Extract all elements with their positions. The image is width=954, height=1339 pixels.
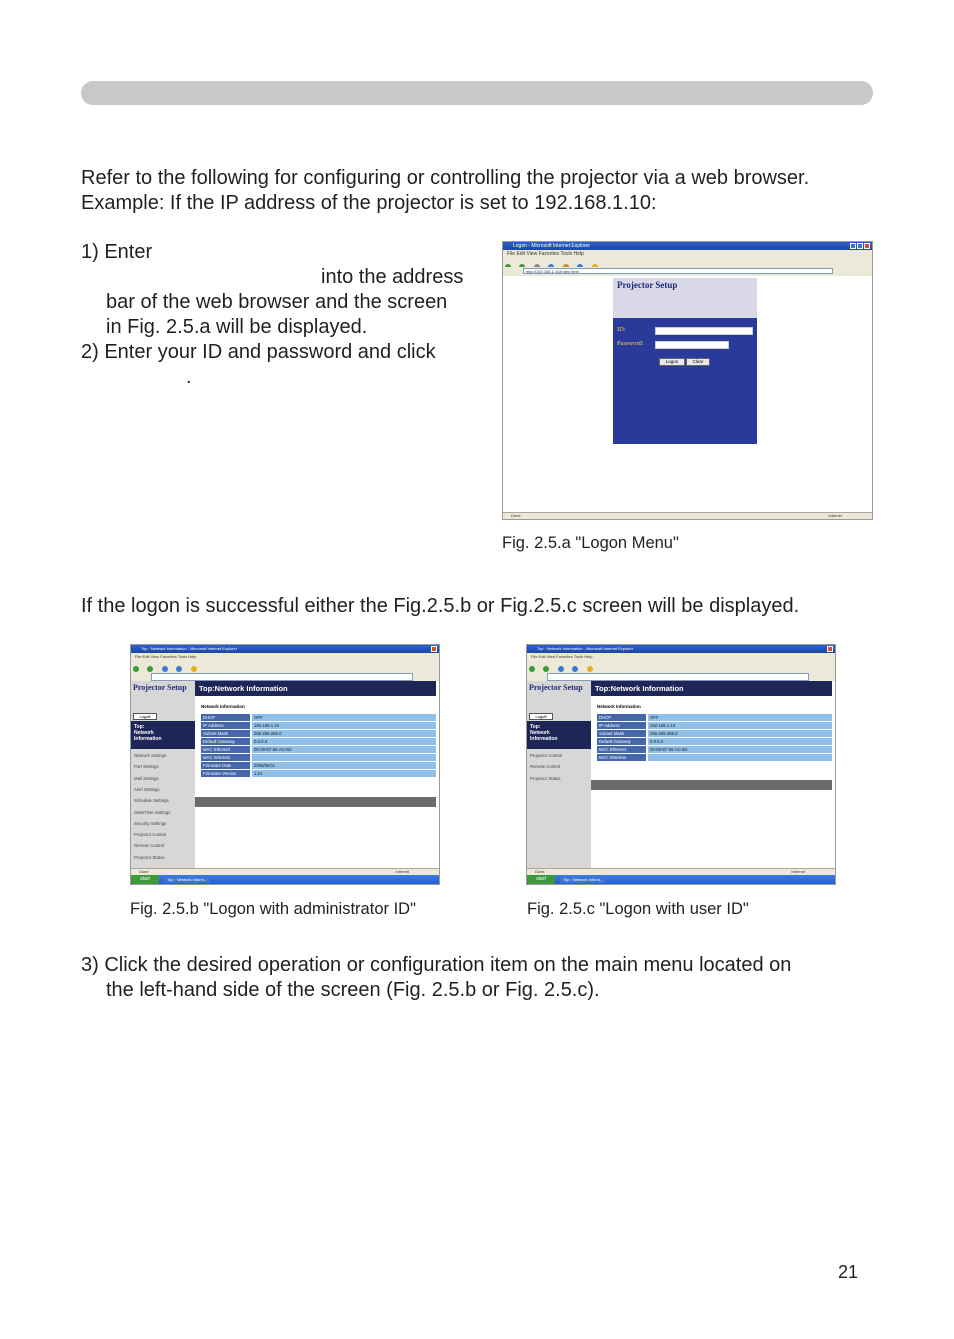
fig-b-section-title: Network Information: [201, 704, 245, 709]
table-row: [201, 762, 436, 770]
fig-c-taskbar: [527, 875, 835, 884]
row-value: 0.0.0.0: [252, 738, 436, 745]
row-key: Default Gateway: [597, 738, 646, 745]
row-key: Firmware Version: [201, 770, 250, 777]
step3-line-b: the left-hand side of the screen (Fig. 2.5.b or Fig. 2.5.c).: [106, 979, 600, 1001]
fig-c-task-item: Top : Network Inform...: [560, 876, 606, 883]
row-key: Default Gateway: [201, 738, 250, 745]
row-value: 1.01: [252, 770, 436, 777]
nav-item: Projector Status: [530, 775, 561, 781]
fig-b-address-input: [151, 673, 413, 681]
section-header-bar: [81, 81, 873, 105]
row-key: Subnet Mask: [597, 730, 646, 737]
fig-a-address-input: http://192.168.1.10/index.html: [523, 268, 833, 274]
row-key: DHCP: [597, 714, 646, 721]
nav-item: Security Settings: [134, 820, 167, 826]
table-row: [597, 738, 832, 746]
fig-c-top-sub1: Network: [530, 730, 550, 736]
row-key: MAC Ethernet: [597, 746, 646, 753]
fig-b-screenshot: [130, 644, 440, 885]
nav-item: Date/Time Settings: [134, 809, 171, 815]
fig-a-title-bar: Logon - Microsoft Internet Explorer: [503, 242, 872, 250]
table-row: [201, 754, 436, 762]
row-key: Subnet Mask: [201, 730, 250, 737]
table-row: [201, 730, 436, 738]
fig-a-screenshot: [502, 241, 873, 520]
nav-item: Port Settings: [134, 764, 159, 770]
fig-a-zone-text: Internet: [828, 513, 842, 518]
fig-b-zone-text: Internet: [395, 869, 409, 874]
row-value: OFF: [252, 714, 436, 721]
fig-a-password-label: Password:: [617, 340, 644, 347]
fig-b-logo: Projector Setup: [133, 683, 187, 692]
table-row: [597, 722, 832, 730]
fig-a-password-input: [655, 341, 729, 349]
row-key: IP Address: [597, 722, 646, 729]
nav-item: Network Settings: [134, 753, 167, 758]
row-key: MAC Wireless: [201, 754, 250, 761]
fig-c-top-sub2: Information: [530, 736, 558, 742]
row-value: 2006/05/11: [252, 762, 436, 769]
back-icon: [133, 666, 139, 672]
fig-c-sidebar: [527, 681, 591, 869]
row-value: 255.255.255.0: [648, 730, 832, 737]
row-key: MAC Ethernet: [201, 746, 250, 753]
fig-b-caption: Fig. 2.5.b "Logon with administrator ID": [130, 900, 416, 918]
logon-success-text: If the logon is successful either the Fig.2.5.b or Fig.2.5.c screen will be displayed.: [81, 595, 800, 617]
step3-line-a: 3) Click the desired operation or configuration item on the main menu located on: [81, 954, 792, 976]
fig-c-logo: Projector Setup: [529, 683, 583, 692]
search-icon: [572, 666, 578, 672]
fig-c-section-title: Network Information: [597, 704, 641, 709]
fig-c-start-button: start: [527, 875, 555, 884]
table-row: [201, 714, 436, 722]
nav-item: Mail Settings: [134, 775, 159, 781]
fig-c-menu-bar: File Edit View Favorites Tools Help: [527, 653, 835, 660]
fig-a-logon-button: Logon: [659, 358, 685, 366]
fig-c-logoff-button: Logoff: [529, 713, 553, 720]
intro-line-2: Example: If the IP address of the projector is set to 192.168.1.10:: [81, 192, 657, 214]
step1-line-c: bar of the web browser and the screen: [106, 291, 448, 313]
fig-a-address-row: [503, 267, 872, 276]
close-icon: [864, 243, 870, 249]
fig-b-menu-bar: File Edit View Favorites Tools Help: [131, 653, 439, 660]
fig-a-toolbar: [503, 258, 872, 267]
fig-c-status-bar: [527, 868, 835, 875]
fig-c-title-bar: Top : Network Information - Microsoft Internet Explorer: [527, 645, 835, 653]
nav-item: Alert Settings: [134, 786, 160, 792]
back-icon: [529, 666, 535, 672]
favorites-icon: [587, 666, 593, 672]
refresh-icon: [162, 666, 168, 672]
nav-item: Projector Control: [530, 753, 563, 758]
fig-a-menu-bar: File Edit View Favorites Tools Help: [503, 250, 872, 258]
fig-b-logoff-button: Logoff: [133, 713, 157, 720]
fig-b-top-nav: [131, 721, 195, 749]
step2-line-a: 2) Enter your ID and password and click: [81, 341, 436, 363]
fig-a-logo-area: [613, 278, 757, 318]
fig-b-task-item: Top : Network Inform...: [164, 876, 210, 883]
nav-item: Remote Control: [134, 843, 165, 849]
step1-line-d: in Fig. 2.5.a will be displayed.: [106, 316, 368, 338]
fig-c-address-input: [547, 673, 809, 681]
forward-icon: [147, 666, 153, 672]
refresh-icon: [558, 666, 564, 672]
row-value: [252, 754, 436, 761]
fig-c-screenshot: [526, 644, 836, 885]
fig-c-page-header: Top:Network Information: [591, 681, 832, 696]
row-key: Firmware Date: [201, 762, 250, 769]
page-number: 21: [838, 1262, 859, 1282]
fig-a-id-label: ID:: [617, 326, 626, 333]
fig-b-sidebar: [131, 681, 195, 869]
maximize-icon: [857, 243, 863, 249]
row-value: 255.255.255.0: [252, 730, 436, 737]
fig-b-toolbar: [131, 660, 439, 672]
search-icon: [176, 666, 182, 672]
fig-b-start-button: start: [131, 875, 159, 884]
fig-b-taskbar: [131, 875, 439, 884]
row-value: [648, 754, 832, 761]
table-row: [597, 746, 832, 754]
fig-c-top-label: Top:: [530, 724, 541, 730]
step1-line-a: 1) Enter: [81, 241, 153, 263]
forward-icon: [543, 666, 549, 672]
fig-b-top-sub2: Information: [134, 736, 162, 742]
fig-c-footer-bar: [591, 780, 832, 790]
table-row: [597, 730, 832, 738]
fig-b-status-bar: [131, 868, 439, 875]
row-value: 192.168.1.10: [648, 722, 832, 729]
fig-a-logon-panel: [613, 318, 757, 444]
fig-c-zone-text: Internet: [791, 869, 805, 874]
step2-line-b: .: [186, 366, 192, 388]
table-row: [597, 754, 832, 762]
nav-item: Schedule Settings: [134, 798, 169, 804]
fig-a-status-bar: [503, 512, 872, 519]
fig-c-caption: Fig. 2.5.c "Logon with user ID": [527, 900, 749, 918]
row-value: 00-00-87-56-AC-B2: [252, 746, 436, 753]
row-key: IP Address: [201, 722, 250, 729]
fig-b-footer-bar: [195, 797, 436, 807]
row-value: 0.0.0.0: [648, 738, 832, 745]
favorites-icon: [191, 666, 197, 672]
fig-a-status-text: Done: [511, 513, 521, 518]
table-row: [201, 722, 436, 730]
fig-b-title-bar: Top : Network Information - Microsoft Internet Explorer: [131, 645, 439, 653]
minimize-icon: [850, 243, 856, 249]
intro-line-1: Refer to the following for configuring or controlling the projector via a web browser.: [81, 167, 810, 189]
nav-item: Projector Control: [134, 832, 167, 838]
fig-c-toolbar: [527, 660, 835, 672]
table-row: [201, 770, 436, 778]
nav-item: Projector Status: [134, 854, 165, 860]
fig-a-id-input: [655, 327, 753, 335]
close-icon: [827, 646, 833, 652]
table-row: [201, 738, 436, 746]
fig-a-clear-button: Clear: [686, 358, 710, 366]
step1-line-b: into the address: [321, 266, 464, 288]
table-row: [201, 746, 436, 754]
fig-c-top-nav: [527, 721, 591, 749]
row-value: 00-00-87-56-AC-B2: [648, 746, 832, 753]
fig-c-address-row: [527, 672, 835, 681]
nav-item: Remote Control: [530, 764, 561, 770]
fig-b-top-label: Top:: [134, 724, 145, 730]
fig-c-status-text: Done: [535, 869, 545, 874]
fig-b-status-text: Done: [139, 869, 149, 874]
row-key: MAC Wireless: [597, 754, 646, 761]
close-icon: [431, 646, 437, 652]
table-row: [597, 714, 832, 722]
fig-b-top-sub1: Network: [134, 730, 154, 736]
fig-a-caption: Fig. 2.5.a "Logon Menu": [502, 534, 679, 552]
fig-b-address-row: [131, 672, 439, 681]
fig-b-page-header: Top:Network Information: [195, 681, 436, 696]
row-value: OFF: [648, 714, 832, 721]
row-key: DHCP: [201, 714, 250, 721]
row-value: 192.168.1.10: [252, 722, 436, 729]
fig-a-logo: Projector Setup: [617, 280, 678, 290]
